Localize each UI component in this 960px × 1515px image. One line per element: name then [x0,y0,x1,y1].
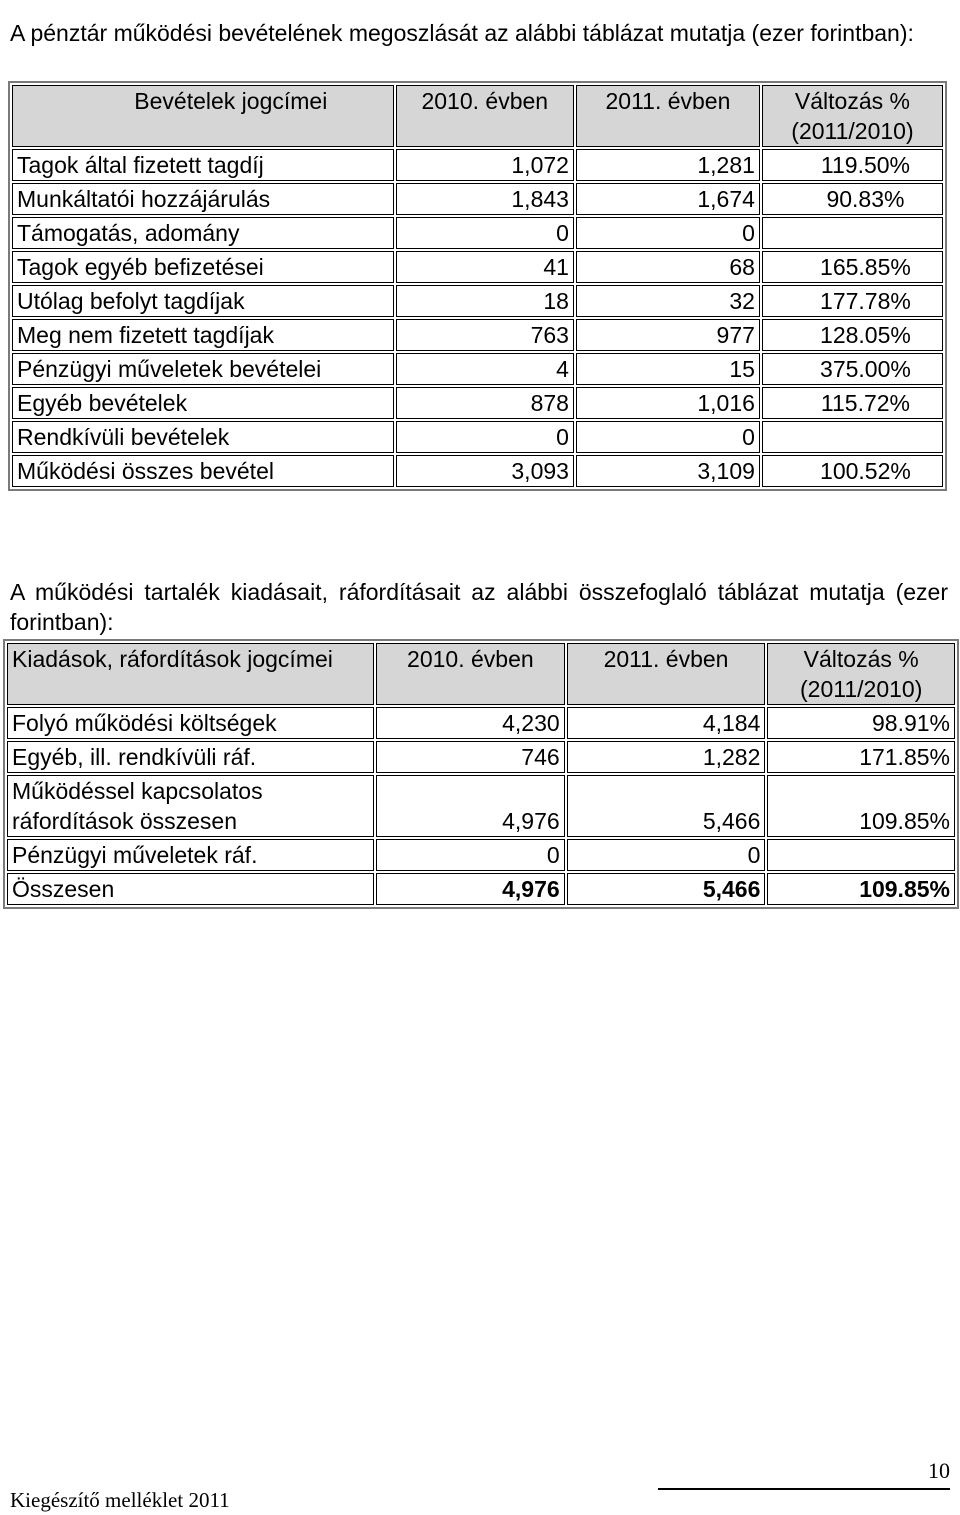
value-2010: 3,093 [396,455,574,487]
value-2011: 32 [576,285,760,317]
value-2010: 4,230 [376,707,565,739]
change-percent [762,217,943,249]
row-label: Folyó működési költségek [7,707,374,739]
change-percent: 165.85% [762,251,943,283]
income-table [8,81,947,491]
value-2011: 1,016 [576,387,760,419]
value-2011: 5,466 [567,775,766,837]
row-label: Utólag befolyt tagdíjak [12,285,394,317]
value-2011: 4,184 [567,707,766,739]
header-cell: 2011. évben [576,85,760,147]
change-percent: 171.85% [767,741,955,773]
intro-paragraph-income: A pénztár működési bevételének megoszlását az alábbi táblázat mutatja (ezer forintban): [10,20,914,46]
row-label: Tagok által fizetett tagdíj [12,149,394,181]
table-row [12,421,943,453]
header-cell: Bevételek jogcímei [12,85,394,147]
value-2010: 746 [376,741,565,773]
table-row [7,707,955,739]
row-label: Támogatás, adomány [12,217,394,249]
table-header-row [12,85,943,147]
change-percent: 90.83% [762,183,943,215]
value-2011: 977 [576,319,760,351]
value-2010: 4,976 [376,873,565,905]
table-header-row [7,643,955,705]
value-2011: 15 [576,353,760,385]
change-percent: 128.05% [762,319,943,351]
table-row [7,741,955,773]
row-label: Működéssel kapcsolatos ráfordítások összesen [7,775,374,837]
value-2010: 0 [396,217,574,249]
value-2010: 0 [396,421,574,453]
table-row [12,285,943,317]
table-row [7,839,955,871]
table-row-total [12,455,943,487]
change-percent: 177.78% [762,285,943,317]
row-label: Munkáltatói hozzájárulás [12,183,394,215]
row-label: Pénzügyi műveletek bevételei [12,353,394,385]
row-label: Egyéb bevételek [12,387,394,419]
table-row [12,319,943,351]
value-2010: 763 [396,319,574,351]
value-2010: 1,843 [396,183,574,215]
value-2010: 18 [396,285,574,317]
change-percent: 109.85% [767,873,955,905]
row-label: Működési összes bevétel [12,455,394,487]
change-percent: 119.50% [762,149,943,181]
value-2011: 5,466 [567,873,766,905]
page-number: 10 [928,1458,950,1483]
value-2010: 41 [396,251,574,283]
value-2011: 0 [567,839,766,871]
change-percent [767,839,955,871]
row-label: Pénzügyi műveletek ráf. [7,839,374,871]
value-2011: 0 [576,421,760,453]
change-percent: 375.00% [762,353,943,385]
header-cell: 2011. évben [567,643,766,705]
table-row-total [7,873,955,905]
header-cell: Kiadások, ráfordítások jogcímei [7,643,374,705]
expenses-table [3,639,959,909]
value-2010: 1,072 [396,149,574,181]
value-2011: 0 [576,217,760,249]
row-label: Tagok egyéb befizetései [12,251,394,283]
value-2011: 1,281 [576,149,760,181]
value-2011: 68 [576,251,760,283]
value-2010: 4 [396,353,574,385]
table-row [12,217,943,249]
value-2010: 4,976 [376,775,565,837]
row-label: Meg nem fizetett tagdíjak [12,319,394,351]
value-2011: 3,109 [576,455,760,487]
table-row [12,251,943,283]
change-percent: 115.72% [762,387,943,419]
footer-divider [658,1488,950,1490]
table-row [12,353,943,385]
header-cell: 2010. évben [396,85,574,147]
change-percent: 98.91% [767,707,955,739]
value-2010: 878 [396,387,574,419]
row-label: Egyéb, ill. rendkívüli ráf. [7,741,374,773]
header-cell: 2010. évben [376,643,565,705]
footer-title: Kiegészítő melléklet 2011 [10,1488,230,1512]
row-label: Rendkívüli bevételek [12,421,394,453]
table-row [12,387,943,419]
table-row [7,775,955,837]
intro-paragraph-expenses: A működési tartalék kiadásait, ráfordításait az alábbi összefoglaló táblázat mutatja (ezer forintban): [10,579,948,635]
row-label: Összesen [7,873,374,905]
value-2010: 0 [376,839,565,871]
change-percent [762,421,943,453]
table-row [12,149,943,181]
value-2011: 1,282 [567,741,766,773]
value-2011: 1,674 [576,183,760,215]
header-cell: Változás % (2011/2010) [767,643,955,705]
table-row [12,183,943,215]
change-percent: 109.85% [767,775,955,837]
header-cell: Változás % (2011/2010) [762,85,943,147]
change-percent: 100.52% [762,455,943,487]
